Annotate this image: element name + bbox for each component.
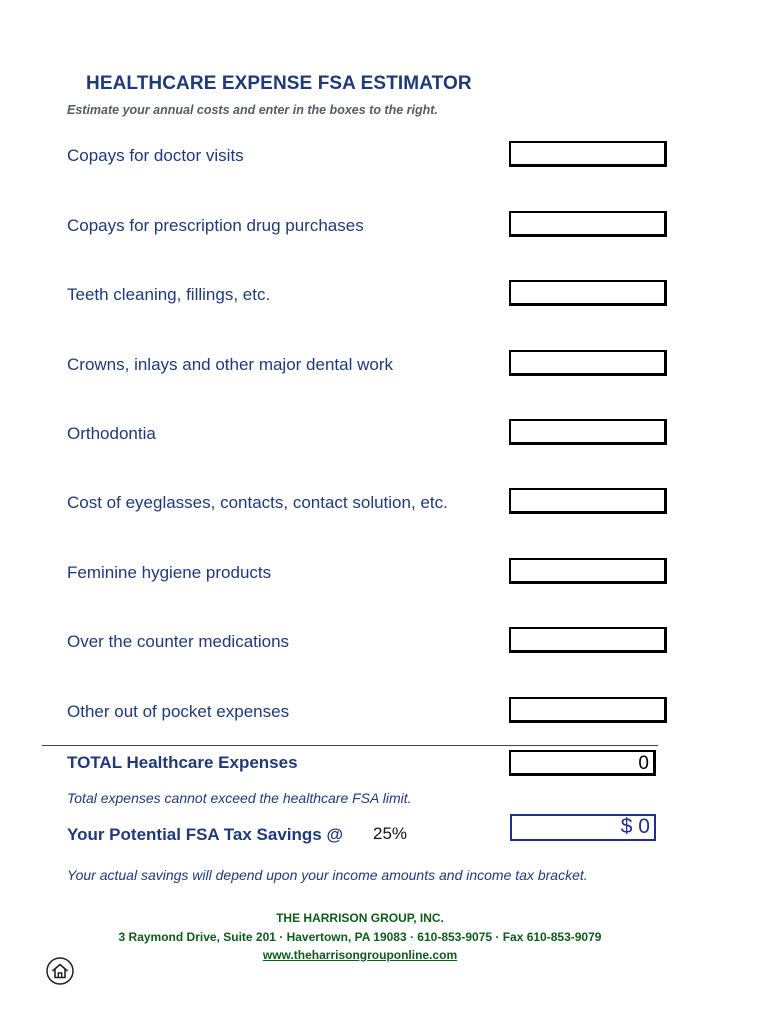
expense-row-dental-work [0,355,770,385]
orthodontia-input[interactable] [509,419,667,445]
expense-label: Orthodontia [67,424,156,443]
expense-label: Cost of eyeglasses, contacts, contact solution, etc. [67,493,448,512]
savings-label: Your Potential FSA Tax Savings @ [67,825,344,844]
form-title: HEALTHCARE EXPENSE FSA ESTIMATOR [86,73,472,94]
feminine-hygiene-input[interactable] [509,558,667,584]
footer-address: 3 Raymond Drive, Suite 201 · Havertown, PA 19083 · 610-853-9075 · Fax 610-853-9079 [118,930,602,944]
footer-website-link[interactable]: www.theharrisongrouponline.com [262,948,458,962]
savings-rate: 25% [373,824,408,843]
doctor-copays-input[interactable] [509,141,667,167]
expense-label: Other out of pocket expenses [67,702,290,721]
eyeglasses-input[interactable] [509,488,667,514]
expense-label: Feminine hygiene products [67,563,272,582]
prescription-copays-input[interactable] [509,211,667,237]
total-divider [42,745,658,746]
expense-row-other-expenses [0,702,770,732]
expense-label: Copays for doctor visits [67,146,244,165]
form-subtitle: Estimate your annual costs and enter in the boxes to the right. [67,103,438,117]
expense-row-feminine-hygiene [0,563,770,593]
footer-company-name: THE HARRISON GROUP, INC. [276,911,444,925]
total-label: TOTAL Healthcare Expenses [67,753,298,772]
teeth-cleaning-input[interactable] [509,280,667,306]
home-icon[interactable] [46,957,74,985]
dental-work-input[interactable] [509,350,667,376]
expense-row-prescription-copays [0,216,770,246]
other-expenses-input[interactable] [509,697,667,723]
expense-label: Crowns, inlays and other major dental work [67,355,393,374]
savings-note: Your actual savings will depend upon your income amounts and income tax bracket. [67,867,588,883]
savings-value: $ 0 [510,814,656,841]
expense-label: Teeth cleaning, fillings, etc. [67,285,271,304]
expense-row-eyeglasses [0,493,770,523]
total-note: Total expenses cannot exceed the healthcare FSA limit. [67,790,412,806]
otc-medications-input[interactable] [509,627,667,653]
expense-label: Copays for prescription drug purchases [67,216,364,235]
expense-row-orthodontia [0,424,770,454]
expense-row-doctor-copays [0,146,770,176]
expense-row-teeth-cleaning [0,285,770,315]
total-value: 0 [509,750,656,776]
expense-row-otc-medications [0,632,770,662]
expense-label: Over the counter medications [67,632,290,651]
